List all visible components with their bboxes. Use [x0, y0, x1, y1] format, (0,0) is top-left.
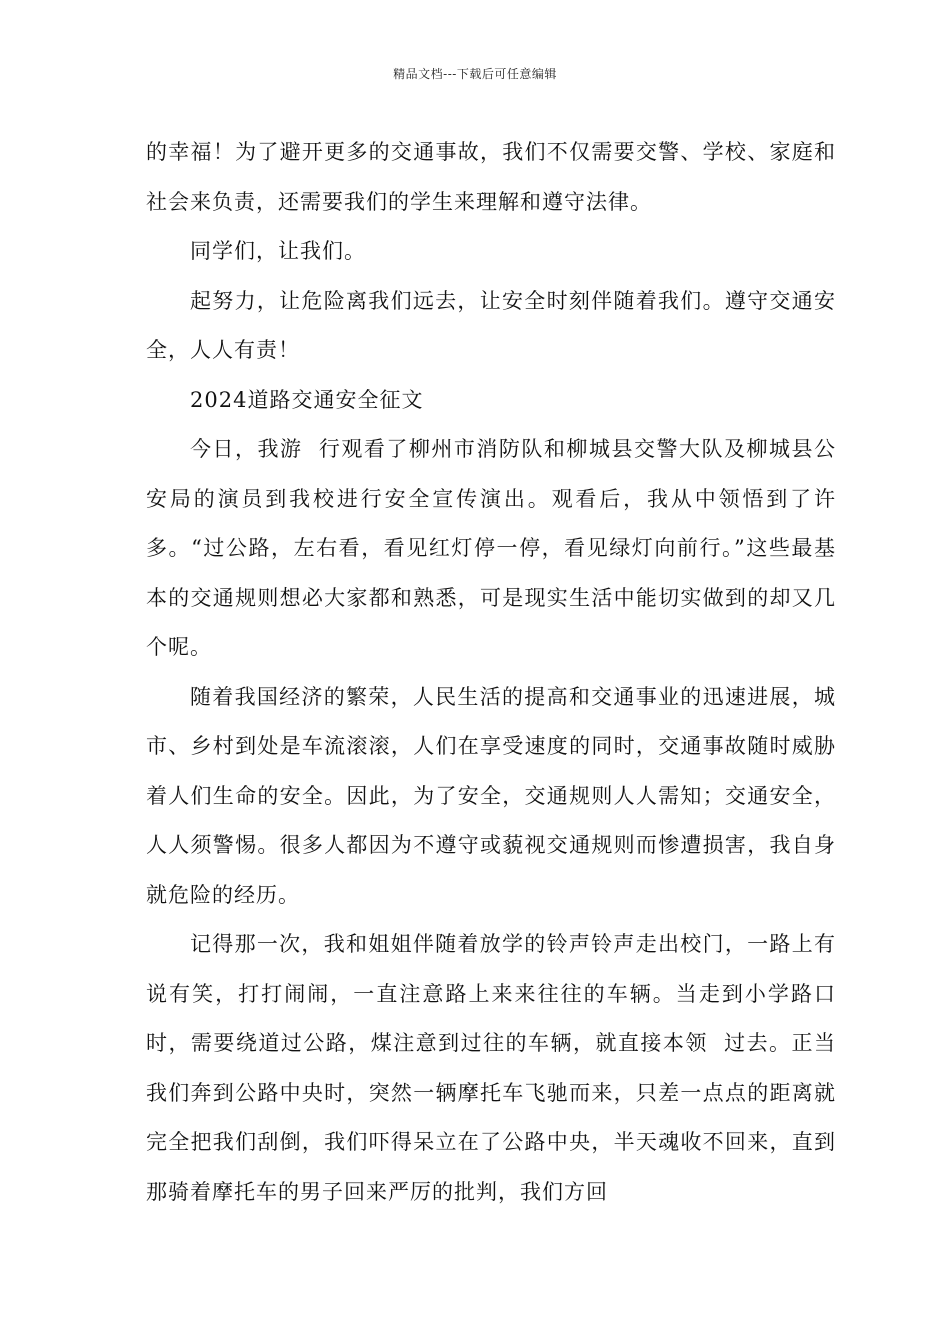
- document-body: [146, 128, 836, 1217]
- paragraph-7: 记得那一次，我和姐姐伴随着放学的铃声铃声走出校门，一路上有说有笑，打打闹闹，一直注意路上来来往往的车辆。当走到小学路口时，需要绕道过公路，煤注意到过往的车辆，就直接本领 过去。正当我们奔到公路中央时，突然一辆摩托车飞驰而来，只差一点点的距离就完全把我们刮倒，我们吓得呆立在了公路中央，半天魂收不回来，直到那骑着摩托车的男子回来严厉的批判，我们方回: [146, 932, 836, 1204]
- section-title: 2024道路交通安全征文: [190, 387, 424, 412]
- paragraph-1: 的幸福！为了避开更多的交通事故，我们不仅需要交警、学校、家庭和社会来负责，还需要我们的学生来理解和遵守法律。: [146, 140, 836, 214]
- paragraph-6: 随着我国经济的繁荣，人民生活的提高和交通事业的迅速进展，城市、乡村到处是车流滚滚，人们在享受速度的同时，交通事故随时威胁着人们生命的安全。因此，为了安全，交通规则人人需知；交通安全，人人须警惕。很多人都因为不遵守或藐视交通规则而惨遭损害，我自身就危险的经历。: [146, 684, 836, 907]
- paragraph-5: 今日，我游 行观看了柳州市消防队和柳城县交警大队及柳城县公安局的演员到我校进行安全宣传演出。观看后，我从中领悟到了许多。“过公路，左右看，看见红灯停一停，看见绿灯向前行。”这些最基本的交通规则想必大家都和熟悉，可是现实生活中能切实做到的却又几个呢。: [146, 437, 836, 659]
- paragraph-3: 起努力，让危险离我们远去，让安全时刻伴随着我们。遵守交通安全，人人有责！: [146, 288, 836, 362]
- paragraph-2: 同学们，让我们。: [190, 239, 366, 263]
- page-header: 精品文档---下载后可任意编辑: [393, 67, 557, 81]
